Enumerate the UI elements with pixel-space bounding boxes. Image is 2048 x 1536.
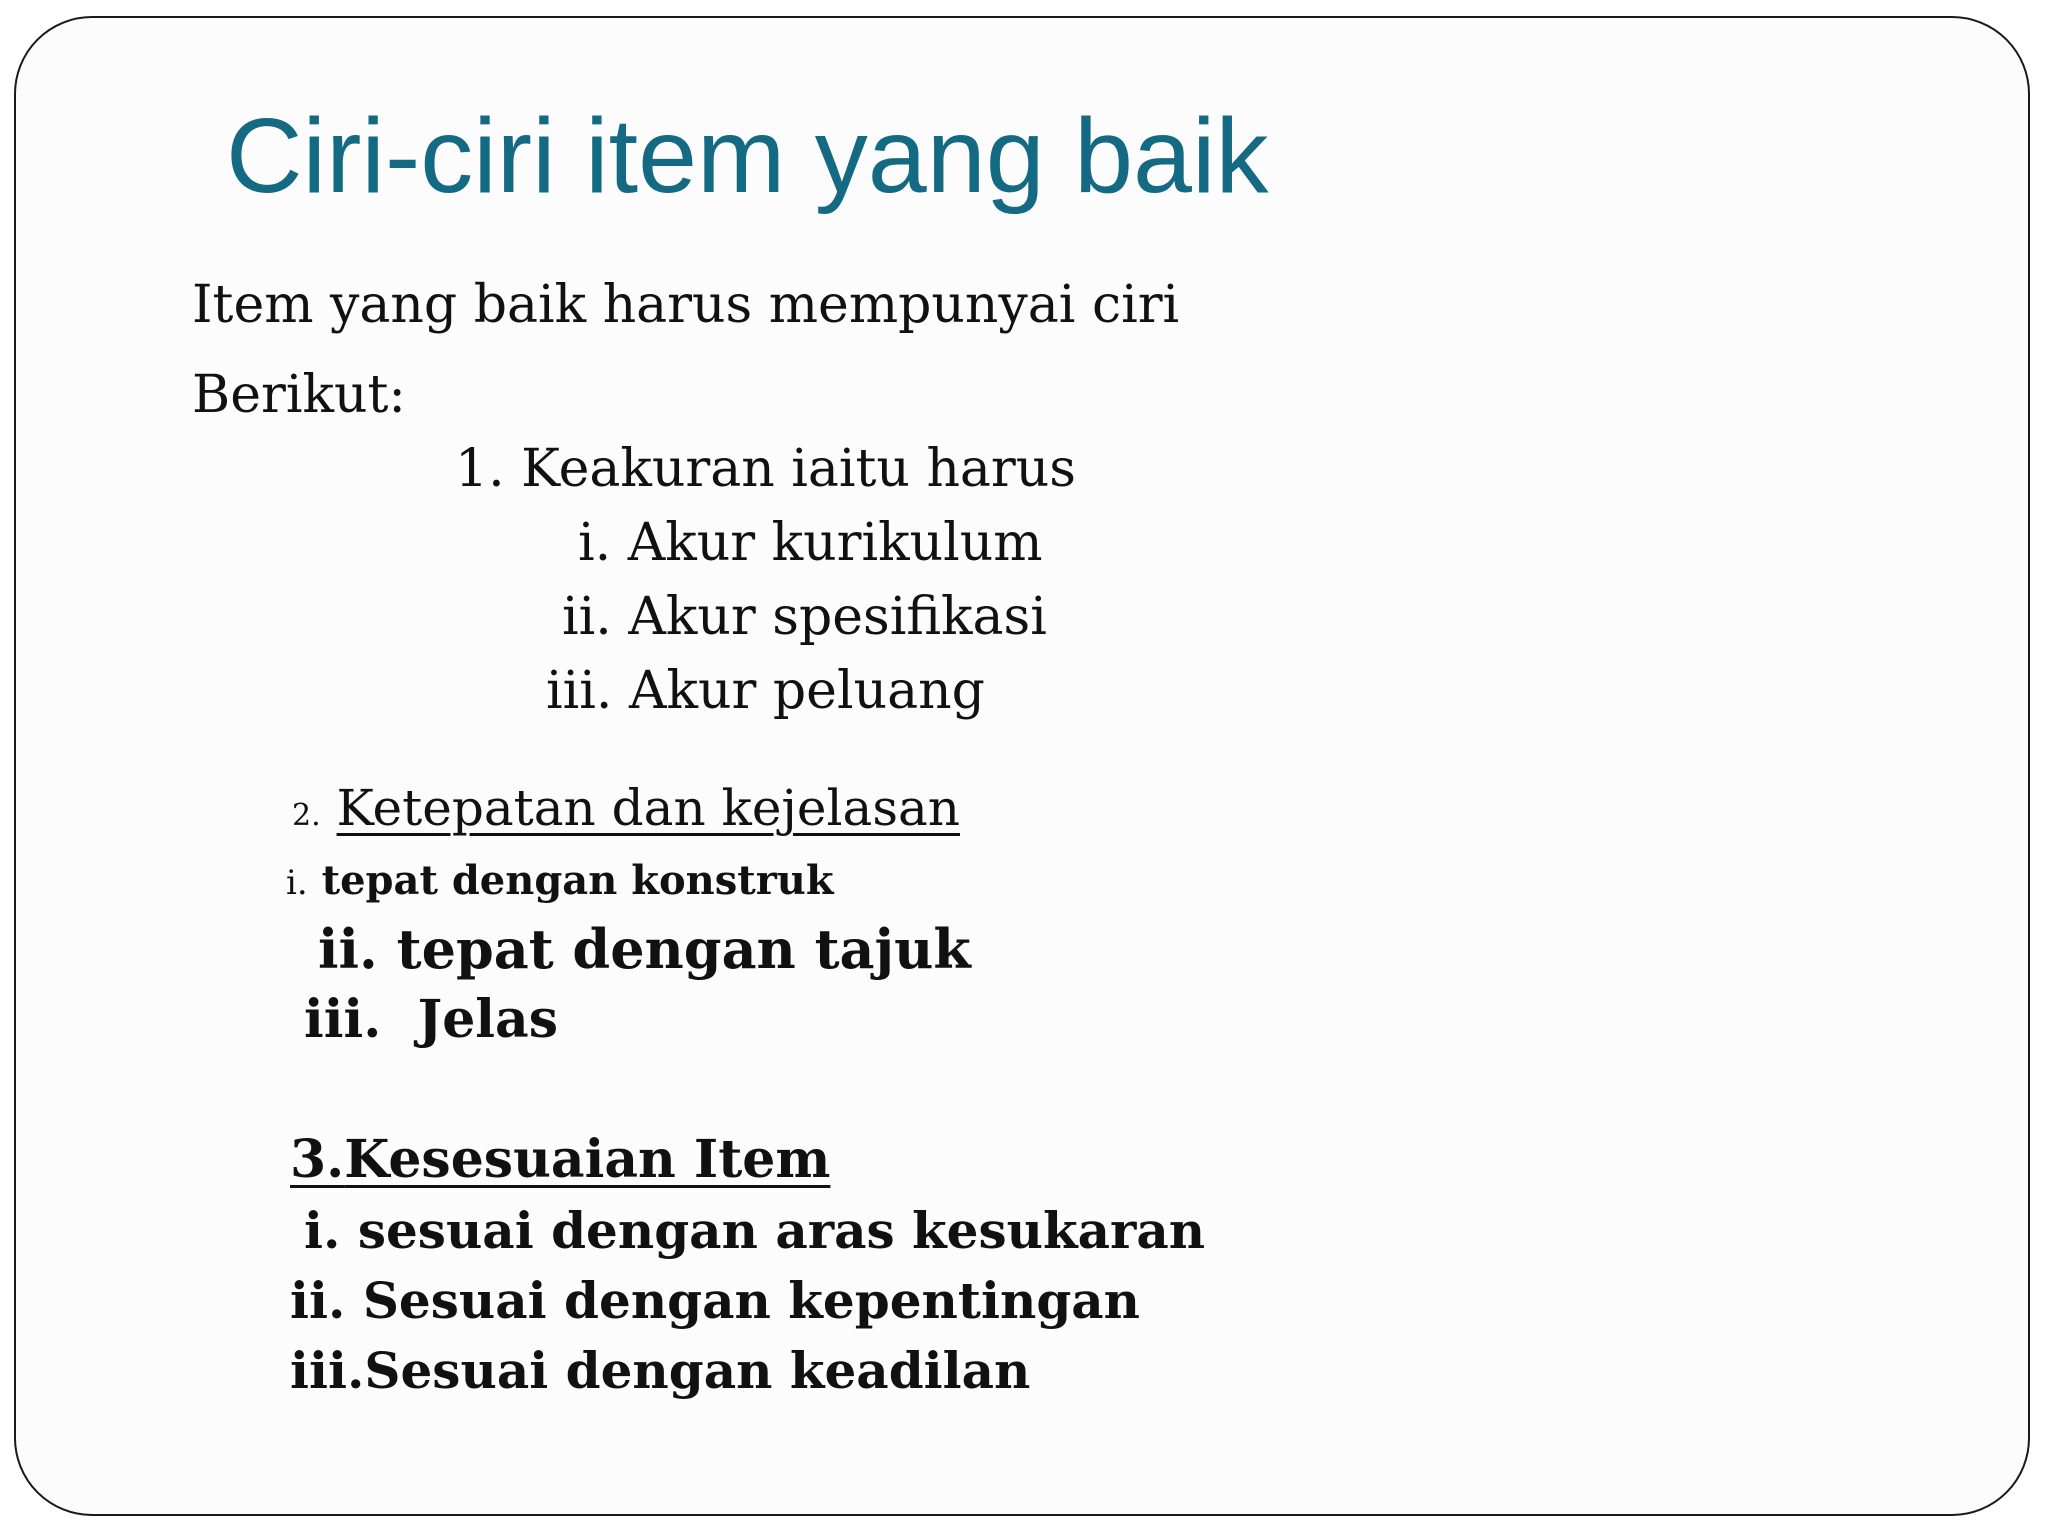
section1-number: 1. [455, 439, 505, 499]
slide-title: Ciri-ciri item yang baik [226, 97, 1269, 215]
section2-item-2-text: tepat dengan tajuk [396, 917, 971, 981]
section1-item-3-text: Akur peluang [628, 661, 985, 721]
section1-item-3 [546, 662, 985, 722]
section3-item-2-text: Sesuai dengan kepentingan [362, 1271, 1141, 1330]
section1-item-2-text: Akur spesifikasi [628, 587, 1047, 647]
section2-heading-text: Ketepatan dan kejelasan [336, 779, 960, 837]
section1-item-3-number: iii. [546, 661, 613, 721]
section3-heading-text: Kesesuaian Item [344, 1129, 831, 1190]
section3-item-1-number: i. [304, 1201, 341, 1260]
intro-line-1: Item yang baik harus mempunyai ciri [192, 275, 1180, 335]
section2-item-1-text: tepat dengan konstruk [321, 857, 834, 904]
section1-item-2-number: ii. [562, 587, 612, 647]
section2-item-2-number: ii. [318, 917, 378, 981]
section2-item-3-text: Jelas [417, 989, 559, 1050]
section1-item-2 [562, 588, 1047, 648]
section2-item-1 [286, 858, 834, 904]
section1-item-1 [578, 514, 1043, 574]
section3-number: 3. [290, 1129, 345, 1190]
section3-heading [290, 1130, 830, 1190]
section1-heading [455, 440, 1076, 500]
section2-item-2 [318, 918, 971, 980]
section3-item-1-text: sesuai dengan aras kesukaran [357, 1201, 1206, 1260]
section1-heading-text: Keakuran iaitu harus [521, 439, 1076, 499]
section1-item-1-number: i. [578, 513, 612, 573]
section3-item-2 [290, 1272, 1140, 1330]
section2-heading [292, 780, 960, 838]
section3-item-3 [290, 1342, 1030, 1400]
section3-item-1 [304, 1202, 1205, 1260]
section3-item-3-text: Sesuai dengan keadilan [364, 1341, 1031, 1400]
section2-item-1-number: i. [286, 863, 308, 903]
section2-item-3-number: iii. [304, 989, 382, 1050]
section2-number: 2. [292, 798, 321, 833]
section3-item-2-number: ii. [290, 1271, 346, 1330]
section1-item-1-text: Akur kurikulum [627, 513, 1043, 573]
section2-item-3 [304, 990, 558, 1050]
intro-line-2: Berikut: [192, 365, 406, 425]
section3-item-3-number: iii. [290, 1341, 365, 1400]
